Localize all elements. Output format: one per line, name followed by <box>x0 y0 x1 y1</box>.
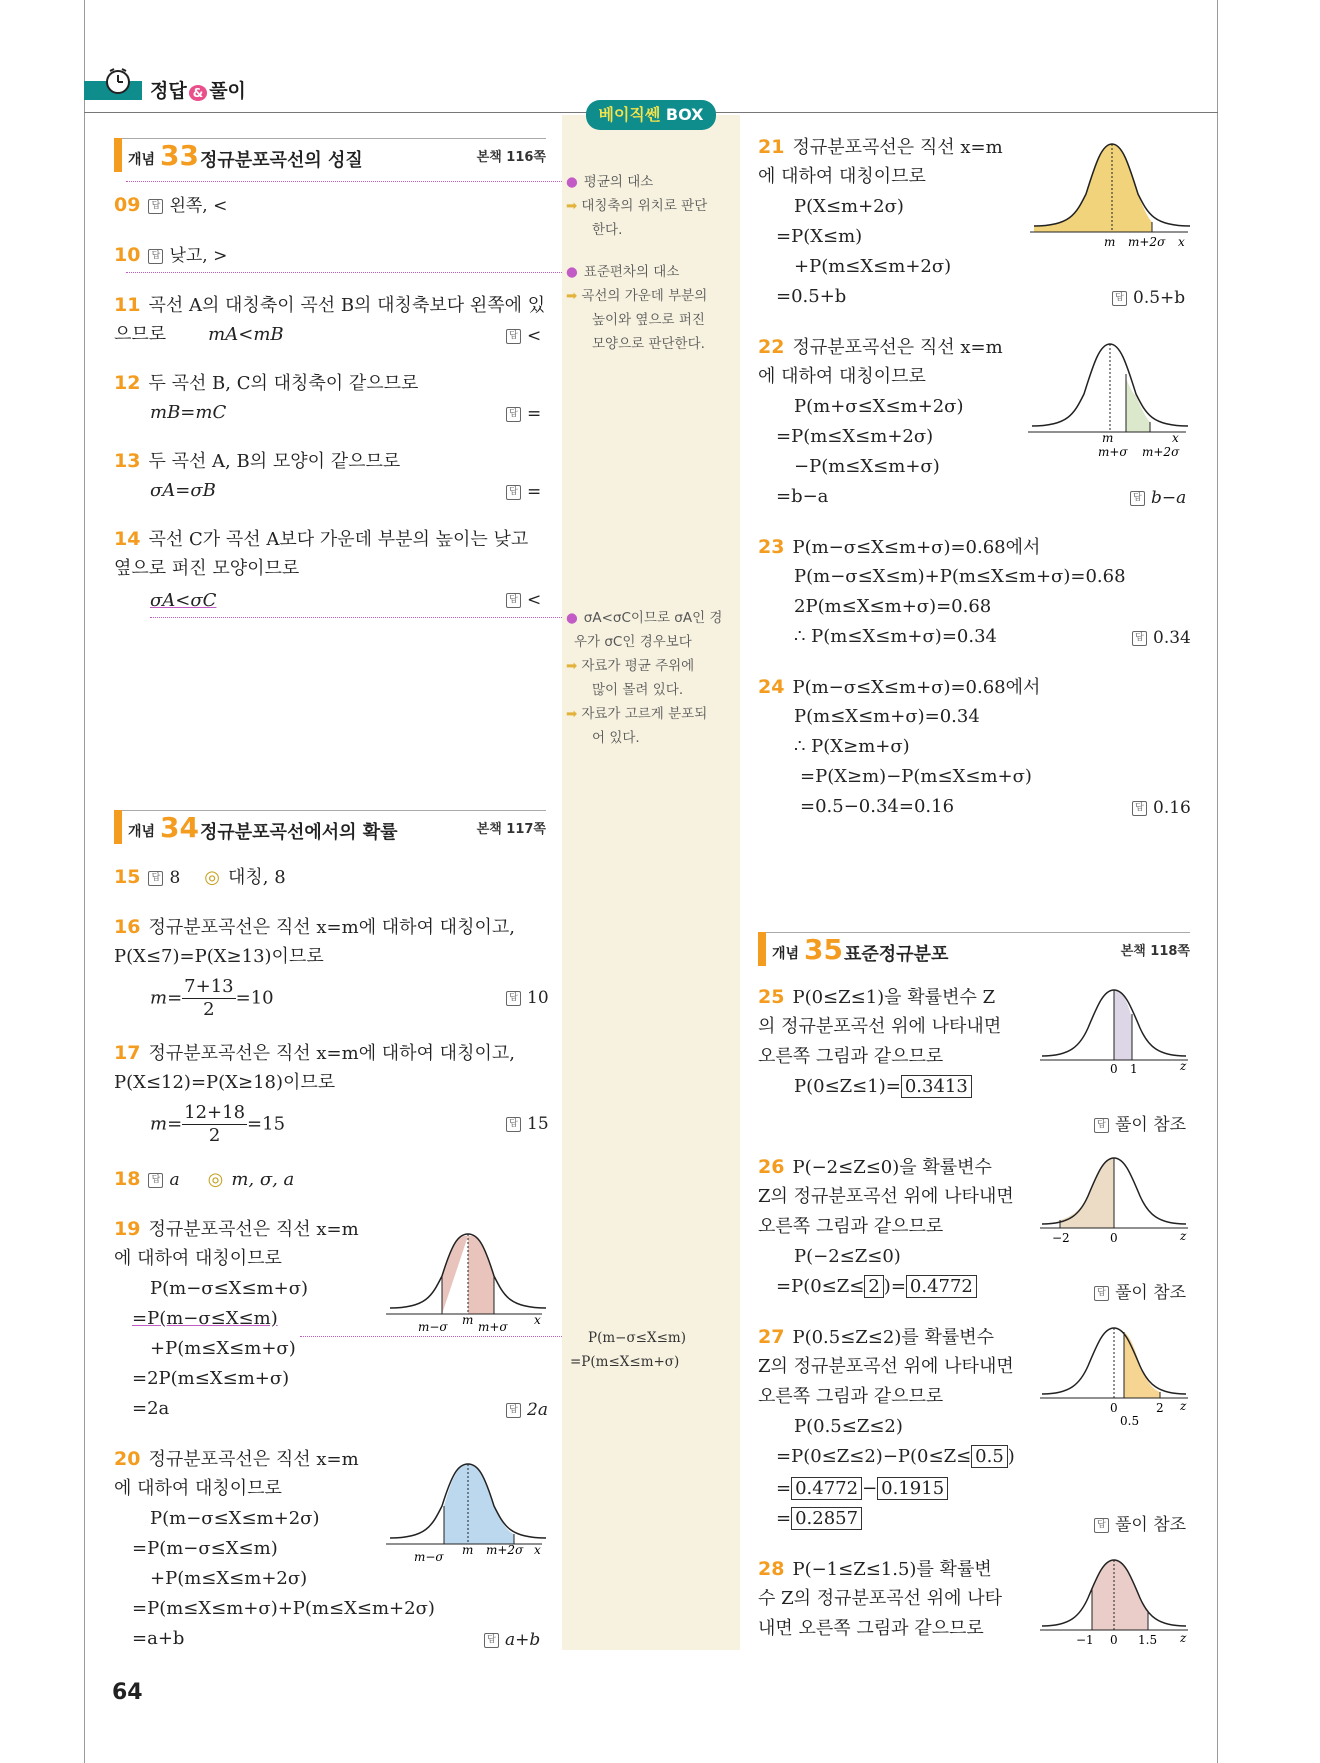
problem-27-line6: = 0.4772 − 0.1915 <box>776 1474 948 1504</box>
problem-17-eq: m= $\frac{12+18}{2}=15$ <box>150 1102 286 1146</box>
svg-text:m+2σ: m+2σ <box>486 1543 524 1557</box>
normal-curve-graph-25 <box>1040 984 1190 1074</box>
note-connector <box>300 1336 562 1337</box>
problem-17: 17 정규분포곡선은 직선 x=m에 대하여 대칭이고, <box>114 1042 515 1064</box>
svg-text:m+σ: m+σ <box>1098 445 1128 459</box>
book-ref: 본책 117쪽 <box>476 822 546 837</box>
svg-text:1: 1 <box>1130 1062 1138 1074</box>
problem-14-eq: σA<σC <box>150 590 217 611</box>
answer-21: 답 0.5+b <box>1112 288 1185 308</box>
problem-20-line2: 에 대하여 대칭이므로 <box>114 1478 282 1499</box>
problem-19-line3: P(m−σ≤X≤m+σ) <box>150 1278 309 1299</box>
svg-text:−2: −2 <box>1052 1231 1070 1245</box>
problem-19-line4: =P(m−σ≤X≤m) <box>132 1308 278 1329</box>
normal-curve-graph-21 <box>1030 134 1192 250</box>
problem-24-line3: ∴ P(X≥m+σ) <box>794 736 910 757</box>
book-ref: 본책 116쪽 <box>476 150 546 165</box>
box-note-4: P(m−σ≤X≤m) =P(m≤X≤m+σ) <box>570 1330 686 1370</box>
svg-text:z: z <box>1180 1229 1187 1243</box>
problem-13-eq: σA=σB <box>150 480 216 501</box>
svg-text:z: z <box>1180 1399 1187 1413</box>
problem-16: 16 정규분포곡선은 직선 x=m에 대하여 대칭이고, <box>114 916 515 938</box>
problem-21-line5: +P(m≤X≤m+2σ) <box>794 256 952 277</box>
problem-27-line2: Z의 정규분포곡선 위에 나타내면 <box>758 1356 1014 1377</box>
svg-text:m: m <box>1104 235 1116 249</box>
problem-14: 14 곡선 C가 곡선 A보다 가운데 부분의 높이는 낮고 <box>114 528 529 550</box>
problem-20-line7: =a+b <box>132 1628 185 1649</box>
page-header-title: 정답 & 풀이 <box>150 80 246 102</box>
problem-25: 25 P(0≤Z≤1)을 확률변수 Z <box>758 986 996 1008</box>
svg-text:2: 2 <box>1156 1401 1164 1415</box>
svg-text:0: 0 <box>1110 1062 1118 1074</box>
problem-19-line5: +P(m≤X≤m+σ) <box>150 1338 296 1359</box>
svg-text:0.5: 0.5 <box>1120 1414 1140 1428</box>
svg-text:m: m <box>462 1543 474 1557</box>
problem-27-line3: 오른쪽 그림과 같으므로 <box>758 1386 944 1407</box>
problem-19-line2: 에 대하여 대칭이므로 <box>114 1248 282 1269</box>
problem-19: 19 정규분포곡선은 직선 x=m <box>114 1218 359 1240</box>
problem-14-line2: 옆으로 퍼진 모양이므로 <box>114 558 300 579</box>
box-note-3: ● σA<σC이므로 σA인 경 우가 σC인 경우보다 ➡ 자료가 평균 주위에 많이 몰려 있다. ➡ 자료가 고르게 분포되 어 있다. <box>566 610 723 746</box>
problem-22-line6: =b−a <box>776 486 829 507</box>
problem-21-line4: =P(X≤m) <box>776 226 863 247</box>
problem-16-eq: m= $\frac{7+13}{2}=10$ <box>150 976 274 1020</box>
problem-21-line6: =0.5+b <box>776 286 847 307</box>
problem-13: 13 두 곡선 A, B의 모양이 같으므로 <box>114 450 401 472</box>
answer-11: 답 < <box>506 326 541 346</box>
svg-text:m+2σ: m+2σ <box>1128 235 1166 249</box>
target-icon: ◎ <box>207 1169 224 1190</box>
page-number: 64 <box>112 1680 143 1705</box>
problem-24-line4: =P(X≥m)−P(m≤X≤m+σ) <box>800 766 1032 787</box>
problem-27-line4: P(0.5≤Z≤2) <box>794 1416 903 1437</box>
problem-20-line5: +P(m≤X≤m+2σ) <box>150 1568 308 1589</box>
problem-11-line2: 으므로 mA<mB <box>114 324 284 345</box>
problem-10: 10 답 낮고, > <box>114 244 228 266</box>
problem-20-line3: P(m−σ≤X≤m+2σ) <box>150 1508 320 1529</box>
problem-22: 22 정규분포곡선은 직선 x=m <box>758 336 1003 358</box>
normal-curve-graph-20 <box>386 1446 546 1566</box>
problem-26: 26 P(−2≤Z≤0)을 확률변수 <box>758 1156 992 1178</box>
answer-26: 답 풀이 참조 <box>1094 1278 1186 1303</box>
problem-23: 23 P(m−σ≤X≤m+σ)=0.68에서 <box>758 536 1041 558</box>
answer-17: 답 15 <box>506 1114 549 1134</box>
normal-curve-graph-22 <box>1028 334 1190 464</box>
answer-19: 답 2a <box>506 1400 548 1420</box>
problem-22-line4: =P(m≤X≤m+2σ) <box>776 426 934 447</box>
problem-25-line4: P(0≤Z≤1)= 0.3413 <box>794 1072 972 1102</box>
problem-20-line6: =P(m≤X≤m+σ)+P(m≤X≤m+2σ) <box>132 1598 435 1619</box>
svg-text:x: x <box>1178 235 1185 249</box>
svg-text:z: z <box>1180 1059 1187 1073</box>
problem-27: 27 P(0.5≤Z≤2)를 확률변수 <box>758 1326 995 1348</box>
box-note-2: ● 표준편차의 대소 ➡ 곡선의 가운데 부분의 높이와 옆으로 퍼진 모양으로 판단한다. <box>566 264 708 352</box>
note-connector <box>126 181 562 182</box>
svg-text:x: x <box>534 1543 541 1557</box>
problem-28: 28 P(−1≤Z≤1.5)를 확률변 <box>758 1558 992 1580</box>
problem-23-line3: 2P(m≤X≤m+σ)=0.68 <box>794 596 992 617</box>
problem-24-line5: =0.5−0.34=0.16 <box>800 796 955 817</box>
problem-09: 09 답 왼쪽, < <box>114 194 228 216</box>
answer-14: 답 < <box>506 590 541 610</box>
section-header-33: 개념 33 정규분포곡선의 성질 본책 116쪽 <box>114 138 546 174</box>
answer-16: 답 10 <box>506 988 549 1008</box>
answer-20: 답 a+b <box>484 1630 540 1650</box>
svg-text:m−σ: m−σ <box>414 1550 444 1564</box>
normal-curve-graph-19 <box>386 1216 546 1336</box>
answer-24: 답 0.16 <box>1132 798 1191 818</box>
problem-23-line2: P(m−σ≤X≤m)+P(m≤X≤m+σ)=0.68 <box>794 566 1126 587</box>
problem-19-line6: =2P(m≤X≤m+σ) <box>132 1368 290 1389</box>
problem-21: 21 정규분포곡선은 직선 x=m <box>758 136 1003 158</box>
answer-icon: 답 <box>148 249 163 264</box>
problem-21-line3: P(X≤m+2σ) <box>794 196 904 217</box>
svg-text:1.5: 1.5 <box>1138 1633 1158 1647</box>
basic-box-tab: 베이직쎈 BOX <box>586 100 716 130</box>
problem-28-line2: 수 Z의 정규분포곡선 위에 나타 <box>758 1588 1003 1609</box>
problem-12: 12 두 곡선 B, C의 대칭축이 같으므로 <box>114 372 419 394</box>
svg-text:0: 0 <box>1110 1231 1118 1245</box>
section-header-35: 개념 35 표준정규분포 본책 118쪽 <box>758 932 1190 968</box>
section-header-34: 개념 34 정규분포곡선에서의 확률 본책 117쪽 <box>114 810 546 846</box>
problem-22-line5: −P(m≤X≤m+σ) <box>794 456 940 477</box>
svg-text:0: 0 <box>1110 1633 1118 1647</box>
problem-25-line3: 오른쪽 그림과 같으므로 <box>758 1046 944 1067</box>
problem-27-line5: =P(0≤Z≤2)−P(0≤Z≤ 0.5 ) <box>776 1446 1015 1467</box>
problem-22-line3: P(m+σ≤X≤m+2σ) <box>794 396 964 417</box>
problem-26-line4: P(−2≤Z≤0) <box>794 1246 901 1267</box>
svg-text:z: z <box>1180 1631 1187 1645</box>
answer-13: 답 = <box>506 482 541 502</box>
answer-25: 답 풀이 참조 <box>1094 1110 1186 1135</box>
note-connector <box>126 272 562 273</box>
note-connector <box>150 617 562 618</box>
problem-26-line5: =P(0≤Z≤ 2 )= 0.4772 <box>776 1272 977 1302</box>
clock-icon <box>104 66 132 96</box>
svg-text:m+σ: m+σ <box>478 1320 508 1334</box>
normal-curve-graph-26 <box>1040 1152 1190 1248</box>
svg-text:m−σ: m−σ <box>418 1320 448 1334</box>
problem-20-line4: =P(m−σ≤X≤m) <box>132 1538 278 1559</box>
page-border-left <box>84 0 85 1763</box>
answer-27: 답 풀이 참조 <box>1094 1510 1186 1535</box>
answer-12: 답 = <box>506 404 541 424</box>
svg-text:m+2σ: m+2σ <box>1142 445 1180 459</box>
answer-23: 답 0.34 <box>1132 628 1191 648</box>
box-note-1: ● 평균의 대소 ➡ 대칭축의 위치로 판단 한다. <box>566 174 708 238</box>
problem-24-line2: P(m≤X≤m+σ)=0.34 <box>794 706 980 727</box>
svg-text:m: m <box>1102 431 1114 445</box>
problem-25-line2: 의 정규분포곡선 위에 나타내면 <box>758 1016 1002 1037</box>
svg-text:x: x <box>534 1313 541 1327</box>
normal-curve-graph-28 <box>1040 1554 1190 1650</box>
target-icon: ◎ <box>204 867 220 888</box>
problem-26-line3: 오른쪽 그림과 같으므로 <box>758 1216 944 1237</box>
problem-18: 18 답 a ◎ m, σ, a <box>114 1168 295 1190</box>
svg-text:0: 0 <box>1110 1401 1118 1415</box>
problem-23-line4: ∴ P(m≤X≤m+σ)=0.34 <box>794 626 997 647</box>
answer-22: 답 b−a <box>1130 488 1186 508</box>
svg-text:m: m <box>462 1313 474 1327</box>
problem-26-line2: Z의 정규분포곡선 위에 나타내면 <box>758 1186 1014 1207</box>
normal-curve-graph-27 <box>1040 1322 1190 1430</box>
problem-28-line3: 내면 오른쪽 그림과 같으므로 <box>758 1618 984 1639</box>
problem-27-line7: = 0.2857 <box>776 1504 862 1534</box>
problem-21-line2: 에 대하여 대칭이므로 <box>758 166 926 187</box>
problem-11: 11 곡선 A의 대칭축이 곡선 B의 대칭축보다 왼쪽에 있 <box>114 294 546 316</box>
svg-text:−1: −1 <box>1076 1633 1094 1647</box>
problem-16-line2: P(X≤7)=P(X≥13)이므로 <box>114 946 324 967</box>
problem-17-line2: P(X≤12)=P(X≥18)이므로 <box>114 1072 336 1093</box>
answer-icon: 답 <box>148 199 163 214</box>
problem-15: 15 답 8 ◎ 대칭, 8 <box>114 866 286 888</box>
problem-24: 24 P(m−σ≤X≤m+σ)=0.68에서 <box>758 676 1041 698</box>
page-border-right <box>1217 0 1218 1763</box>
problem-12-eq: mB=mC <box>150 402 227 423</box>
book-ref: 본책 118쪽 <box>1120 944 1190 959</box>
problem-20: 20 정규분포곡선은 직선 x=m <box>114 1448 359 1470</box>
problem-22-line2: 에 대하여 대칭이므로 <box>758 366 926 387</box>
problem-19-line7: =2a <box>132 1398 170 1419</box>
svg-text:x: x <box>1172 431 1179 445</box>
